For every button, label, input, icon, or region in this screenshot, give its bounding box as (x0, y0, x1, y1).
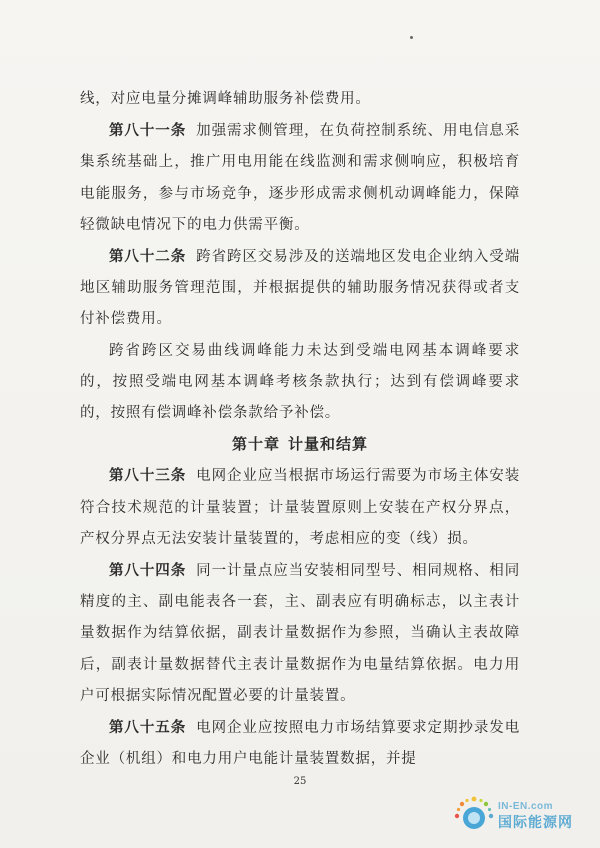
article-85 (80, 712, 520, 775)
article-82 (80, 241, 520, 336)
paragraph-cross-region (80, 336, 520, 430)
article-text: 电网企业应当根据市场运行需要为市场主体安装符合技术规范的计量装置；计量装置原则上安装在产权分界点，产权分界点无法安装计量装置的，考虑相应的变（线）损。 (80, 468, 520, 547)
paragraph-text: 跨省跨区交易曲线调峰能力未达到受端电网基本调峰要求的，按照受端电网基本调峰考核条款执行；达到有偿调峰要求的，按照有偿调峰补偿条款给予补偿。 (80, 342, 520, 422)
watermark-name: 国际能源网 (498, 814, 573, 831)
chapter-heading (80, 429, 520, 460)
article-84 (80, 555, 520, 712)
sun-logo-icon (452, 794, 496, 838)
article-81 (80, 115, 520, 241)
article-text: 同一计量点应当安装相同型号、相同规格、相同精度的主、副电能表各一套，主、副表应有明确标志，以主表计量数据作为结算依据，副表计量数据作为参照，当确认主表故障后，副表计量数据替代主表计量数据作为电量结算依据。电力用户可根据实际情况配置必要的计量装置。 (80, 563, 520, 704)
article-text: 电网企业应按照电力市场结算要求定期抄录发电企业（机组）和电力用户电能计量装置数据，并提 (80, 720, 520, 768)
article-text: 加强需求侧管理，在负荷控制系统、用电信息采集系统基础上，推广用电用能在线监测和需求侧响应，积极培育电能服务，参与市场竞争，逐步形成需求侧机动调峰能力，保障轻微缺电情况下的电力供需平衡。 (80, 123, 520, 233)
watermark-url: IN-EN.com (498, 800, 554, 812)
scan-speck (410, 36, 413, 39)
article-83 (80, 460, 520, 555)
document-body (80, 84, 520, 775)
article-text: 跨省跨区交易涉及的送端地区发电企业纳入受端地区辅助服务管理范围，并根据提供的辅助服务情况获得或者支付补偿费用。 (80, 249, 520, 328)
paragraph-continuation (80, 84, 520, 115)
article-number: 第八十一条 (109, 122, 187, 140)
article-number: 第八十五条 (109, 719, 187, 737)
chapter-number: 第十章 (231, 435, 280, 454)
watermark (452, 792, 592, 840)
page-number: 25 (293, 776, 307, 787)
article-number: 第八十二条 (109, 248, 187, 266)
article-number: 第八十四条 (109, 562, 187, 580)
paragraph-text: 线，对应电量分摊调峰辅助服务补偿费用。 (80, 91, 371, 107)
chapter-title: 计量和结算 (288, 435, 369, 454)
article-number: 第八十三条 (109, 467, 187, 485)
